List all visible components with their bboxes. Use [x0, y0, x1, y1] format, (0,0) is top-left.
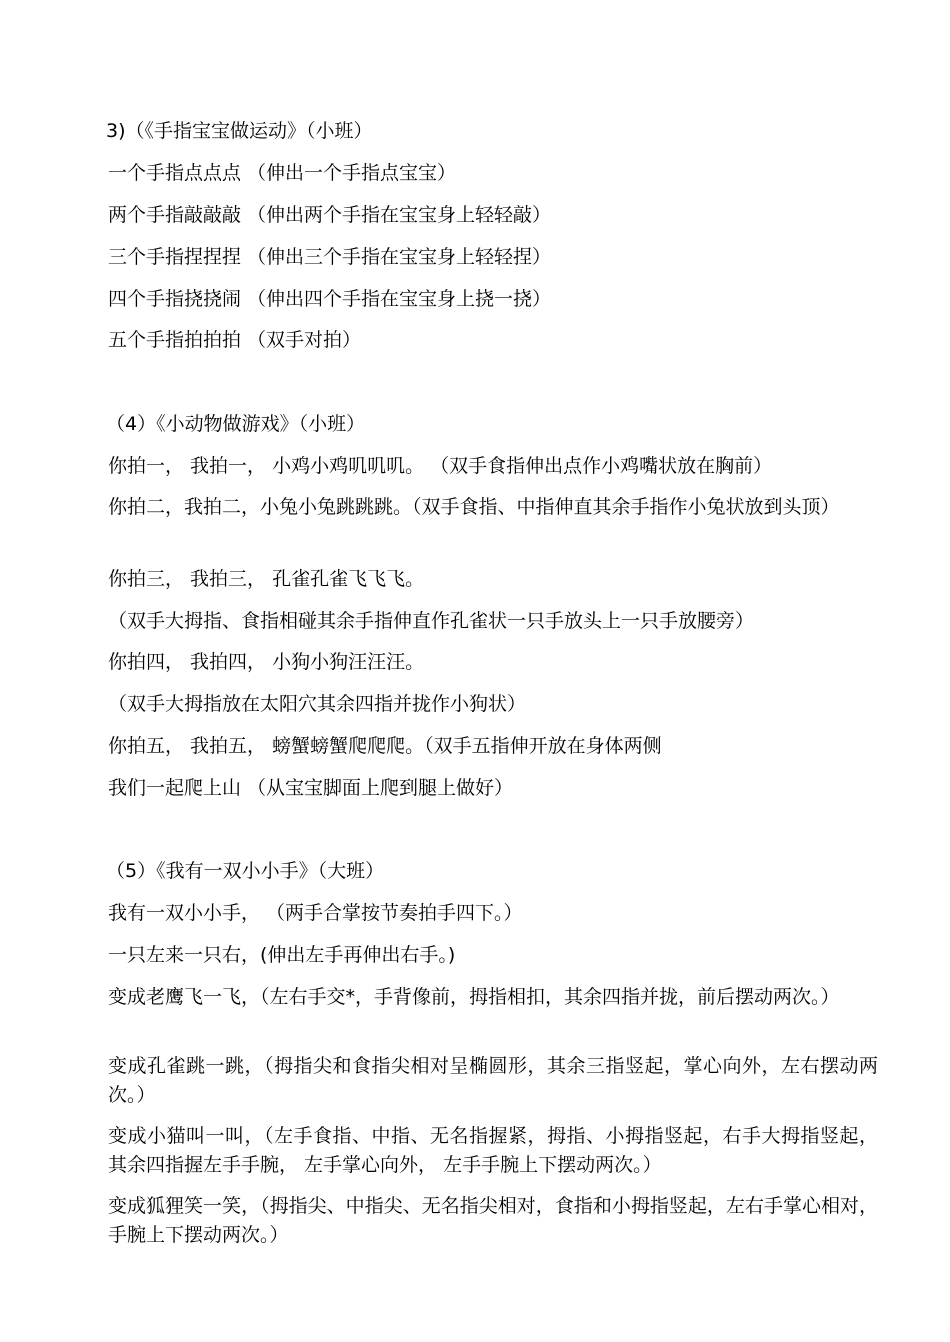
text-line: 你拍三， 我拍三， 孔雀孔雀飞飞飞。: [108, 568, 425, 590]
text-line: 我们一起爬上山 （从宝宝脚面上爬到腿上做好）: [108, 777, 514, 799]
text-line: 两个手指敲敲敲 （伸出两个手指在宝宝身上轻轻敲）: [108, 204, 552, 226]
text-line: 四个手指挠挠闹 （伸出四个手指在宝宝身上挠一挠）: [108, 288, 552, 310]
text-line: （双手大拇指、食指相碰其余手指伸直作孔雀状一只手放头上一只手放腰旁）: [108, 610, 755, 632]
text-line: 我有一双小小手， （两手合掌按节奏拍手四下。）: [108, 902, 523, 924]
text-line: 变成孔雀跳一跳，（拇指尖和食指尖相对呈椭圆形，其余三指竖起，掌心向外，左右摆动两次。）: [108, 1055, 878, 1106]
text-line: 你拍一， 我拍一， 小鸡小鸡叽叽叽。 （双手食指伸出点作小鸡嘴状放在胸前）: [108, 455, 773, 477]
text-line: 一只左来一只右，(伸出左手再伸出右手。): [108, 944, 456, 966]
text-line: 变成狐狸笑一笑，（拇指尖、中指尖、无名指尖相对，食指和小拇指竖起，左右手掌心相对， 手腕上下摆动两次。）: [108, 1195, 878, 1246]
section-title: （4）《小动物做游戏》（小班）: [106, 413, 366, 435]
text-line: 一个手指点点点 （伸出一个手指点宝宝）: [108, 162, 457, 184]
text-line: 变成小猫叫一叫，（左手食指、中指、无名指握紧，拇指、小拇指竖起，右手大拇指竖起， 其余四指握左手手腕， 左手掌心向外， 左手手腕上下摆动两次。）: [108, 1125, 878, 1176]
text-line: 你拍五， 我拍五， 螃蟹螃蟹爬爬爬。（双手五指伸开放在身体两侧: [108, 735, 662, 757]
section-title: 3)（《手指宝宝做运动》（小班）: [106, 120, 373, 142]
text-line: （双手大拇指放在太阳穴其余四指并拢作小狗状）: [108, 693, 527, 715]
text-line: 变成老鹰飞一飞，（左右手交*，手背像前，拇指相扣，其余四指并拢，前后摆动两次。）: [108, 986, 840, 1008]
text-line: 三个手指捏捏捏 （伸出三个手指在宝宝身上轻轻捏）: [108, 246, 552, 268]
text-line: 五个手指拍拍拍 （双手对拍）: [108, 329, 362, 351]
text-line: 你拍二，我拍二，小兔小兔跳跳跳。（双手食指、中指伸直其余手指作小兔状放到头顶）: [108, 496, 840, 518]
text-line: 你拍四， 我拍四， 小狗小狗汪汪汪。: [108, 651, 425, 673]
section-title: （5）《我有一双小小手》（大班）: [106, 860, 385, 882]
